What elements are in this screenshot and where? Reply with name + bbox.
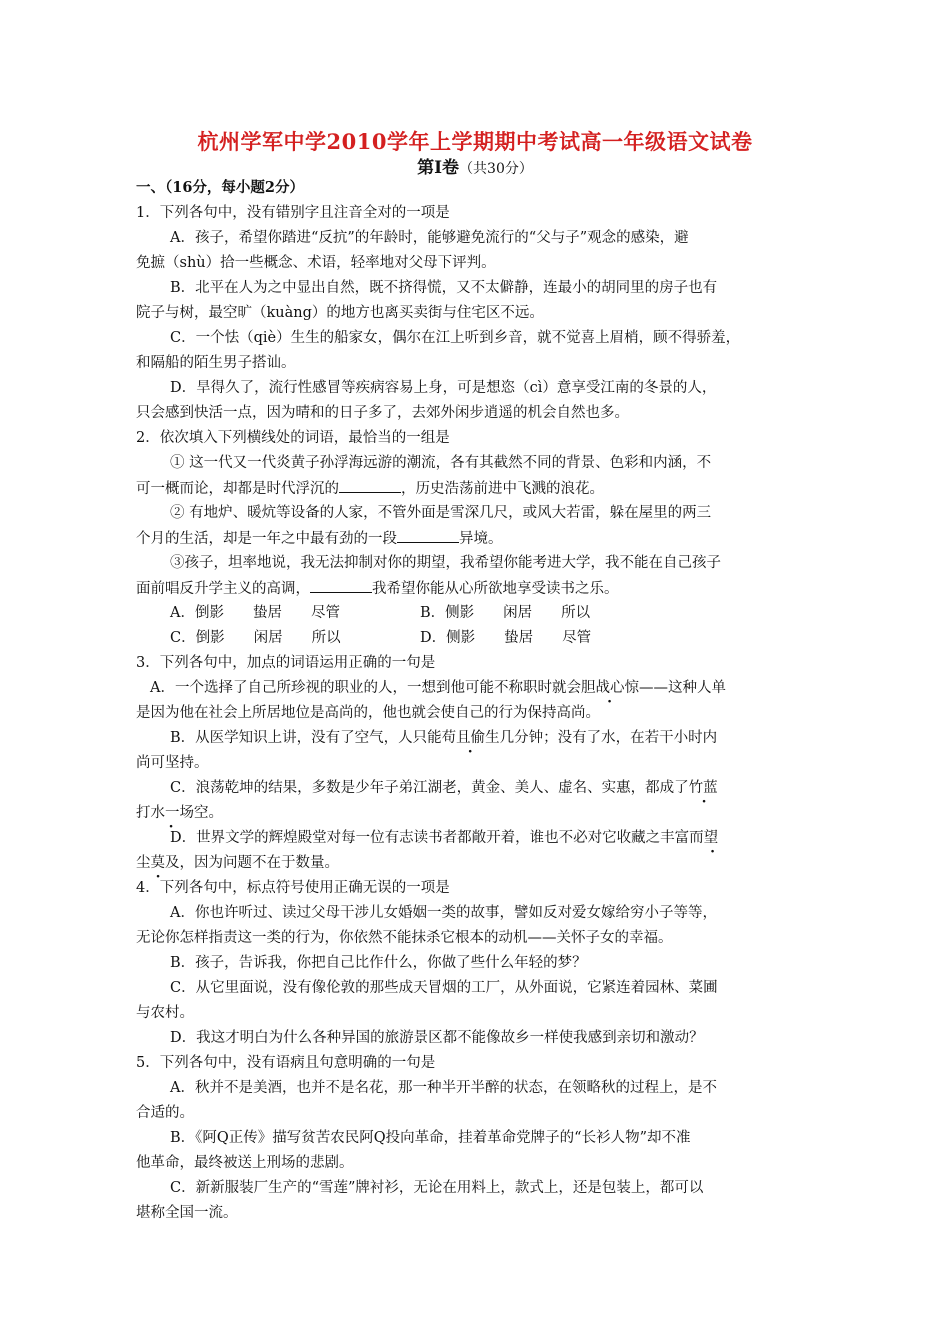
section-heading: 一、（16分，每小题2分） <box>136 179 305 196</box>
q2-sentence1-line2 <box>136 478 604 499</box>
q3-a-text-post: ——这种人单 <box>638 680 726 696</box>
q3-a-text-pre: A．一个选择了自己所珍视的职业的人，一想到他可能不称职时就会 <box>150 680 581 696</box>
q1-option-b-line1: B．北平在人为之中显出自然，既不挤得慌，又不太僻静，连最小的胡同里的房子也有 <box>170 280 718 296</box>
q2-blank-1 <box>339 478 401 493</box>
q3-b-dotted-phrase: 苟且偷生 <box>441 730 500 746</box>
q1-option-c-line2: 和隔船的陌生男子搭讪。 <box>136 355 296 371</box>
q5-option-c-line1: C．新新服装厂生产的“雪莲”牌衬衫，无论在用料上，款式上，还是包装上，都可以 <box>170 1180 704 1196</box>
q4-option-c-line2: 与农村。 <box>136 1005 194 1021</box>
q3-b-text-post: 几分钟；没有了水，在若干小时内 <box>499 730 718 746</box>
q4-option-c-line1: C．从它里面说，没有像伦敦的那些成天冒烟的工厂，从外面说，它紧连着园林、菜圃 <box>170 980 718 996</box>
q2-sentence2-line2 <box>136 528 503 549</box>
q3-stem: 3．下列各句中，加点的词语运用正确的一句是 <box>136 655 436 671</box>
q2-blank-3 <box>310 578 372 593</box>
q5-option-b-line1: B．《阿Q正传》描写贫苦农民阿Q投向革命，挂着革命党牌子的“长衫人物”却不准 <box>170 1130 691 1146</box>
q4-option-b: B．孩子，告诉我，你把自己比作什么，你做了些什么年轻的梦？ <box>170 955 587 971</box>
q2-s2-text-pre: 个月的生活，却是一年之中最有劲的一段 <box>136 531 397 547</box>
q2-sentence3-line1: ③孩子，坦率地说，我无法抑制对你的期望，我希望你能考进大学，我不能在自己孩子 <box>170 555 721 571</box>
q5-option-b-line2: 他革命，最终被送上刑场的悲剧。 <box>136 1155 354 1171</box>
q3-c-text-pre: C．浪荡乾坤的结果，多数是少年子弟江湖老，黄金、美人、虚名、实惠，都成了 <box>170 780 689 796</box>
q3-d-dotted-phrase-2: 尘莫及 <box>136 855 180 871</box>
q3-d-text-pre: D．世界文学的辉煌殿堂对每一位有志读书者都敞开着，谁也不必对它收藏之丰富而 <box>170 830 704 846</box>
q3-d-dotted-phrase-1: 望 <box>703 830 719 846</box>
q1-option-d-line1: D．旱得久了，流行性感冒等疾病容易上身，可是想恣（cì）意享受江南的冬景的人， <box>170 380 717 396</box>
q2-s1-text-pre: 可一概而论，却都是时代浮沉的 <box>136 481 339 497</box>
q2-sentence2-line1: ② 有地炉、暖炕等设备的人家，不管外面是雪深几尺，或风大若雷，躲在屋里的两三 <box>170 505 712 521</box>
q3-option-c-line1 <box>170 778 718 798</box>
q4-option-a-line2: 无论你怎样指责这一类的行为，你依然不能抹杀它根本的动机——关怀子女的幸福。 <box>136 930 673 946</box>
q3-option-c-line2 <box>136 803 223 823</box>
q3-b-text-pre: B．从医学知识上讲，没有了空气，人只能 <box>170 730 442 746</box>
volume-label: 第Ⅰ卷 <box>417 158 460 178</box>
q1-option-a-line1: A．孩子，希望你踏进“反抗”的年龄时，能够避免流行的“父与子”观念的感染，避 <box>170 230 689 246</box>
q3-c-text-post: 。 <box>208 805 223 821</box>
q5-option-c-line2: 堪称全国一流。 <box>136 1205 238 1221</box>
q3-a-dotted-phrase: 胆战心惊 <box>580 680 639 696</box>
volume-score: （共30分） <box>459 161 533 177</box>
q2-s2-text-post: 异境。 <box>459 531 503 547</box>
q3-option-a-line2: 是因为他在社会上所居地位是高尚的，他也就会使自己的行为保持高尚。 <box>136 705 600 721</box>
q2-s3-text-pre: 面前唱反升学主义的高调， <box>136 581 310 597</box>
q3-c-dotted-phrase-1: 竹蓝 <box>688 780 718 796</box>
q2-option-b: B．侧影 闲居 所以 <box>420 605 591 621</box>
q1-option-a-line2: 免摭（shù）拾一些概念、术语，轻率地对父母下评判。 <box>136 255 496 271</box>
q3-c-dotted-phrase-2: 打水一场空 · <box>136 805 209 821</box>
q2-sentence1-line1: ① 这一代又一代炎黄子孙浮海远游的潮流，各有其截然不同的背景、色彩和内涵，不 <box>170 455 712 471</box>
q4-option-a-line1: A．你也许听过、读过父母干涉儿女婚姻一类的故事，譬如反对爱女嫁给穷小子等等， <box>170 905 717 921</box>
q3-d-text-post: ，因为问题不在于数量。 <box>179 855 339 871</box>
exam-title: 杭州学军中学2010学年上学期期中考试高一年级语文试卷 <box>197 129 753 154</box>
q2-s3-text-post: 我希望你能从心所欲地享受读书之乐。 <box>372 581 619 597</box>
q2-s1-text-post: ，历史浩荡前进中飞溅的浪花。 <box>401 481 604 497</box>
q2-sentence3-line2 <box>136 578 619 599</box>
q5-stem: 5．下列各句中，没有语病且句意明确的一句是 <box>136 1055 436 1071</box>
q5-option-a-line2: 合适的。 <box>136 1105 194 1121</box>
q1-stem: 1．下列各句中，没有错别字且注音全对的一项是 <box>136 205 450 221</box>
q3-option-d-line1 <box>170 828 718 848</box>
q3-option-b-line2: 尚可坚持。 <box>136 755 209 771</box>
q2-blank-2 <box>397 528 459 543</box>
q3-option-d-line2 <box>136 853 339 873</box>
q4-stem: 4．下列各句中，标点符号使用正确无误的一项是 <box>136 880 450 896</box>
q2-option-c: C．倒影 闲居 所以 <box>170 630 341 646</box>
q2-option-d: D．侧影 蛰居 尽管 <box>420 630 592 646</box>
q4-option-d: D．我这才明白为什么各种异国的旅游景区都不能像故乡一样使我感到亲切和激动？ <box>170 1030 704 1046</box>
q2-stem: 2．依次填入下列横线处的词语，最恰当的一组是 <box>136 430 450 446</box>
volume-heading <box>0 153 950 178</box>
q1-option-d-line2: 只会感到快活一点，因为晴和的日子多了，去郊外闲步逍遥的机会自然也多。 <box>136 405 629 421</box>
q1-option-c-line1: C．一个怯（qiè）生生的船家女，偶尔在江上听到乡音，就不觉喜上眉梢，顾不得骄羞， <box>170 330 741 346</box>
q2-option-a: A．倒影 蛰居 尽管 <box>170 605 340 621</box>
q5-option-a-line1: A．秋并不是美酒，也并不是名花，那一种半开半醉的状态，在领略秋的过程上，是不 <box>170 1080 717 1096</box>
q3-option-b-line1 <box>170 728 717 748</box>
q1-option-b-line2: 院子与树，最空旷（kuàng）的地方也离买卖街与住宅区不远。 <box>136 305 544 321</box>
q3-option-a-line1 <box>150 678 726 698</box>
